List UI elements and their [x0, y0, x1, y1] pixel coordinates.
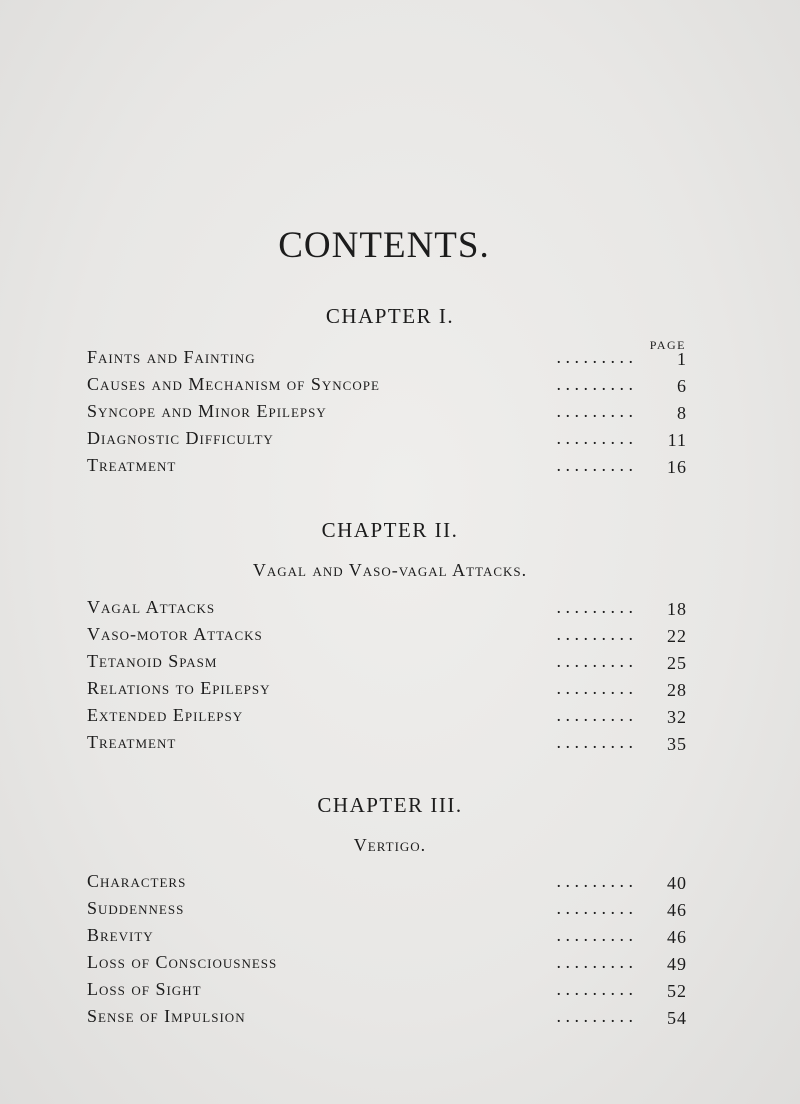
toc-entry — [87, 374, 687, 400]
toc-entry — [87, 401, 687, 427]
toc-entry-page: 22 — [667, 626, 687, 646]
toc-entry-page: 25 — [667, 653, 687, 673]
toc-entry-label: Sense of Impulsion — [87, 1006, 246, 1026]
toc-entry-label: Vaso-motor Attacks — [87, 624, 263, 644]
dot-leader: . . . . . . . . . — [556, 597, 633, 617]
toc-entry — [87, 597, 687, 623]
dot-leader: . . . . . . . . . — [556, 871, 633, 891]
chapter-subtitle: Vagal and Vaso-vagal Attacks. — [252, 560, 528, 580]
dot-leader: . . . . . . . . . — [556, 898, 633, 918]
toc-entry-page: 18 — [667, 599, 687, 619]
toc-entry — [87, 705, 687, 731]
toc-entry — [87, 678, 687, 704]
toc-entry-label: Relations to Epilepsy — [87, 678, 271, 698]
chapter-heading: CHAPTER III. — [317, 793, 463, 817]
toc-entry-page: 16 — [667, 457, 687, 477]
toc-entry-label: Characters — [87, 871, 187, 891]
toc-entry — [87, 455, 687, 481]
toc-entry — [87, 952, 687, 978]
dot-leader: . . . . . . . . . — [556, 705, 633, 725]
chapter-subtitle: Vertigo. — [353, 835, 427, 855]
toc-entry-page: 54 — [667, 1008, 687, 1028]
toc-entry — [87, 624, 687, 650]
dot-leader: . . . . . . . . . — [556, 347, 633, 367]
dot-leader: . . . . . . . . . — [556, 374, 633, 394]
toc-entry-page: 8 — [677, 403, 687, 423]
toc-entry-page: 40 — [667, 873, 687, 893]
dot-leader: . . . . . . . . . — [556, 651, 633, 671]
toc-entry-label: Diagnostic Difficulty — [87, 428, 274, 448]
toc-entry-label: Treatment — [87, 732, 177, 752]
toc-entry-label: Tetanoid Spasm — [87, 651, 218, 671]
toc-entry-page: 28 — [667, 680, 687, 700]
dot-leader: . . . . . . . . . — [556, 1006, 633, 1026]
page-column-heading: PAGE — [649, 338, 686, 352]
toc-entry — [87, 871, 687, 897]
toc-entry-label: Syncope and Minor Epilepsy — [87, 401, 327, 421]
dot-leader: . . . . . . . . . — [556, 952, 633, 972]
dot-leader: . . . . . . . . . — [556, 428, 633, 448]
toc-entry-page: 35 — [667, 734, 687, 754]
toc-entry-page: 46 — [667, 927, 687, 947]
toc-entry-page: 6 — [677, 376, 687, 396]
toc-entry-label: Loss of Consciousness — [87, 952, 278, 972]
chapter-heading: CHAPTER I. — [325, 304, 455, 328]
toc-entry-page: 46 — [667, 900, 687, 920]
toc-entry-label: Extended Epilepsy — [87, 705, 244, 725]
toc-entry — [87, 732, 687, 758]
toc-entry-label: Vagal Attacks — [87, 597, 216, 617]
dot-leader: . . . . . . . . . — [556, 732, 633, 752]
dot-leader: . . . . . . . . . — [556, 455, 633, 475]
toc-entry-page: 1 — [677, 349, 687, 369]
chapter-heading: CHAPTER II. — [321, 518, 459, 542]
toc-entry-page: 11 — [667, 430, 687, 450]
dot-leader: . . . . . . . . . — [556, 624, 633, 644]
dot-leader: . . . . . . . . . — [556, 979, 633, 999]
toc-entry-label: Brevity — [87, 925, 154, 945]
toc-entry-label: Treatment — [87, 455, 177, 475]
dot-leader: . . . . . . . . . — [556, 401, 633, 421]
dot-leader: . . . . . . . . . — [556, 678, 633, 698]
toc-entry-label: Loss of Sight — [87, 979, 202, 999]
toc-entry-label: Faints and Fainting — [87, 347, 256, 367]
toc-entry-page: 52 — [667, 981, 687, 1001]
toc-entry — [87, 1006, 687, 1032]
toc-entry — [87, 347, 687, 373]
dot-leader: . . . . . . . . . — [556, 925, 633, 945]
toc-entry — [87, 925, 687, 951]
toc-entry — [87, 898, 687, 924]
toc-entry-label: Causes and Mechanism of Syncope — [87, 374, 380, 394]
toc-entry-page: 49 — [667, 954, 687, 974]
page-title: CONTENTS. — [278, 225, 490, 266]
toc-entry — [87, 428, 687, 454]
toc-entry — [87, 979, 687, 1005]
toc-entry — [87, 651, 687, 677]
toc-entry-label: Suddenness — [87, 898, 185, 918]
toc-entry-page: 32 — [667, 707, 687, 727]
